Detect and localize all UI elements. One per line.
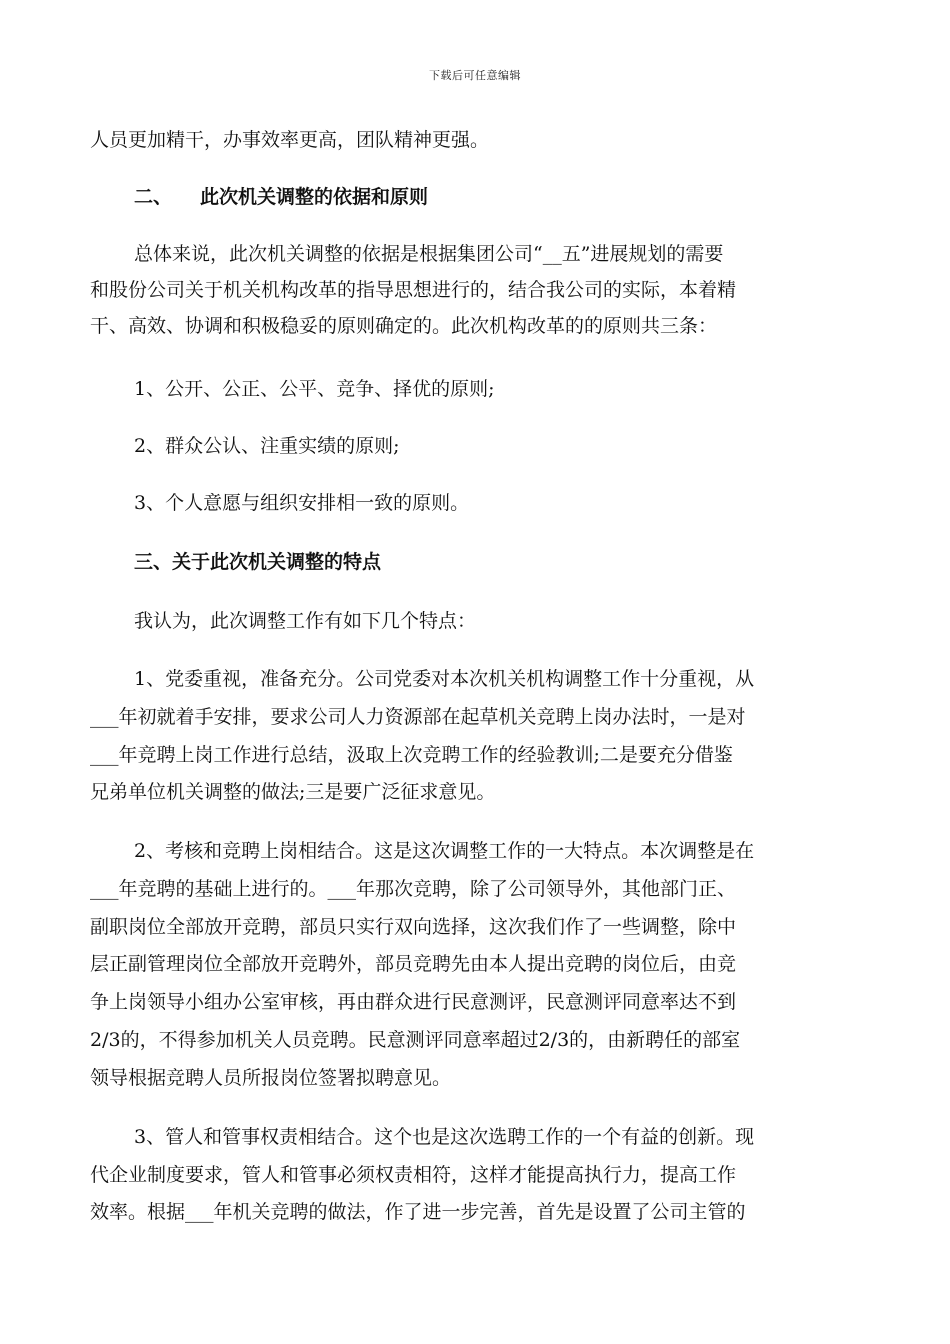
section-heading-3: [90, 549, 914, 575]
paragraph-line: 干、高效、协调和积极稳妥的原则确定的。此次机构改革的的原则共三条：: [90, 315, 718, 337]
paragraph-line: 1、党委重视，准备充分。公司党委对本次机关机构调整工作十分重视，从: [134, 668, 755, 690]
paragraph-line: 副职岗位全部放开竞聘，部员只实行双向选择，这次我们作了一些调整，除中: [90, 916, 737, 938]
paragraph-line: 和股份公司关于机关机构改革的指导思想进行的，结合我公司的实际，本着精: [90, 279, 737, 301]
heading-number: 二、: [134, 186, 173, 208]
paragraph-line: ___年竞聘上岗工作进行总结，汲取上次竞聘工作的经验教训;二是要充分借鉴: [90, 744, 733, 766]
paragraph-line: 效率。根据___年机关竞聘的做法，作了进一步完善，首先是设置了公司主管的: [90, 1201, 746, 1223]
paragraph-line: ___年初就着手安排，要求公司人力资源部在起草机关竞聘上岗办法时，一是对: [90, 706, 746, 728]
page-header: 下载后可任意编辑: [429, 69, 521, 82]
heading-title: 关于此次机关调整的特点: [172, 551, 382, 573]
paragraph-line: 领导根据竞聘人员所报岗位签署拟聘意见。: [90, 1067, 452, 1089]
paragraph-line: ___年竞聘的基础上进行的。___年那次竞聘，除了公司领导外，其他部门正、: [90, 878, 737, 900]
list-item: 3、个人意愿与组织安排相一致的原则。: [134, 492, 470, 514]
paragraph-line: 总体来说，此次机关调整的依据是根据集团公司“__五”进展规划的需要: [134, 243, 724, 265]
section-heading-2: [90, 184, 914, 210]
paragraph-line: 争上岗领导小组办公室审核，再由群众进行民意测评，民意测评同意率达不到: [90, 991, 737, 1013]
paragraph-line: 3、管人和管事权责相结合。这个也是这次选聘工作的一个有益的创新。现: [134, 1126, 755, 1148]
paragraph-line: 2、考核和竞聘上岗相结合。这是这次调整工作的一大特点。本次调整是在: [134, 840, 755, 862]
list-item: 1、公开、公正、公平、竞争、择优的原则;: [134, 378, 495, 400]
paragraph-line: 我认为，此次调整工作有如下几个特点：: [134, 610, 477, 632]
heading-title: 此次机关调整的依据和原则: [200, 186, 429, 208]
paragraph-line: 2/3的，不得参加机关人员竞聘。民意测评同意率超过2/3的，由新聘任的部室: [90, 1029, 741, 1051]
paragraph-line: 代企业制度要求，管人和管事必须权责相符，这样才能提高执行力，提高工作: [90, 1164, 737, 1186]
paragraph-line: 人员更加精干，办事效率更高，团队精神更强。: [90, 129, 490, 151]
heading-number: 三、: [134, 551, 173, 573]
list-item: 2、群众公认、注重实绩的原则;: [134, 435, 400, 457]
paragraph-line: 兄弟单位机关调整的做法;三是要广泛征求意见。: [90, 781, 496, 803]
paragraph-line: 层正副管理岗位全部放开竞聘外，部员竞聘先由本人提出竞聘的岗位后，由竞: [90, 953, 737, 975]
